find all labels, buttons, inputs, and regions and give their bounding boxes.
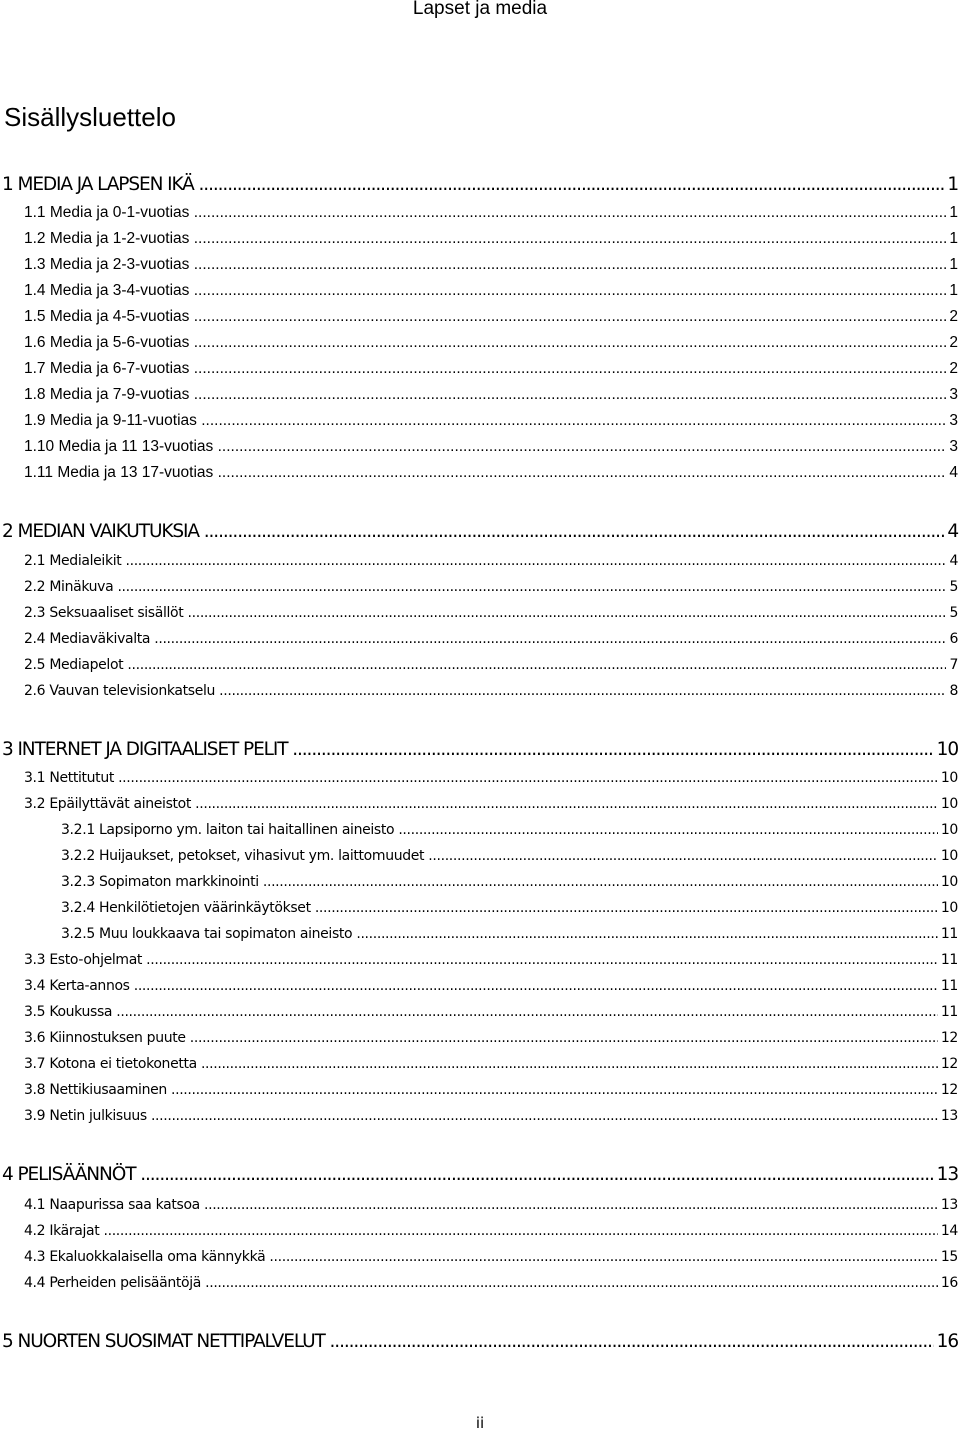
toc-section-entry[interactable] bbox=[0, 1245, 960, 1269]
toc-entry-page: 16 bbox=[938, 1271, 958, 1295]
toc-section-entry[interactable] bbox=[0, 627, 960, 651]
toc-entry-title: 3.2.3 Sopimaton markkinointi ..... bbox=[0, 870, 958, 894]
toc-entry-title: 5 NUORTEN SUOSIMAT NETTIPALVELUT ..... bbox=[0, 1330, 958, 1354]
toc-entry-page: 2 bbox=[946, 357, 958, 381]
toc-entry-title: 1.5 Media ja 4-5-vuotias ..... bbox=[0, 305, 958, 329]
toc-section-entry[interactable] bbox=[0, 201, 960, 225]
toc-entry-page: 5 bbox=[946, 601, 958, 625]
toc-entry-page: 2 bbox=[946, 331, 958, 355]
toc-entry-page: 10 bbox=[938, 766, 958, 790]
page-number: ii bbox=[475, 1414, 485, 1432]
toc-entry-title: 3.8 Nettikiusaaminen ..... bbox=[0, 1078, 958, 1102]
toc-entry-page: 4 bbox=[944, 520, 958, 544]
toc-entry-page: 13 bbox=[934, 1163, 958, 1187]
toc-section-entry[interactable] bbox=[0, 766, 960, 790]
toc-entry-page: 3 bbox=[946, 383, 958, 407]
toc-entry-title: 3.2.1 Lapsiporno ym. laiton tai haitallinen aineisto ..... bbox=[0, 818, 958, 842]
toc-entry-title: 1.7 Media ja 6-7-vuotias ..... bbox=[0, 357, 958, 381]
toc-section-entry[interactable] bbox=[0, 357, 960, 381]
toc-entry-title: 2.2 Minäkuva ..... bbox=[0, 575, 958, 599]
toc-section-entry[interactable] bbox=[0, 1078, 960, 1102]
toc-entry-page: 11 bbox=[938, 1000, 958, 1024]
toc-entry-page: 11 bbox=[938, 922, 958, 946]
toc-entry-title: 3.2.2 Huijaukset, petokset, vihasivut ym. laittomuudet ..... bbox=[0, 844, 958, 868]
toc-entry-page: 1 bbox=[946, 253, 958, 277]
toc-entry-title: 4.4 Perheiden pelisääntöjä ..... bbox=[0, 1271, 958, 1295]
toc-section-entry[interactable] bbox=[0, 435, 960, 459]
toc-entry-title: 2.1 Medialeikit ..... bbox=[0, 549, 958, 573]
toc-chapter-entry[interactable] bbox=[0, 173, 960, 197]
toc-chapter-entry[interactable] bbox=[0, 738, 960, 762]
toc-entry-page: 10 bbox=[938, 844, 958, 868]
toc-chapter-entry[interactable] bbox=[0, 1330, 960, 1354]
toc-entry-page: 6 bbox=[946, 627, 958, 651]
toc-entry-page: 12 bbox=[938, 1026, 958, 1050]
toc-entry-page: 13 bbox=[938, 1104, 958, 1128]
toc-entry-page: 16 bbox=[934, 1330, 958, 1354]
toc-entry-title: 1.9 Media ja 9-11-vuotias ..... bbox=[0, 409, 958, 433]
toc-entry-title: 3.1 Nettitutut ..... bbox=[0, 766, 958, 790]
toc-section-entry[interactable] bbox=[0, 1000, 960, 1024]
toc-section-entry[interactable] bbox=[0, 383, 960, 407]
toc-subsubsection-entry[interactable] bbox=[0, 818, 960, 842]
toc-entry-page: 11 bbox=[938, 948, 958, 972]
toc-section-entry[interactable] bbox=[0, 575, 960, 599]
toc-entry-title: 4.1 Naapurissa saa katsoa ..... bbox=[0, 1193, 958, 1217]
toc-entry-page: 1 bbox=[946, 201, 958, 225]
toc-section-entry[interactable] bbox=[0, 948, 960, 972]
toc-entry-title: 1.4 Media ja 3-4-vuotias ..... bbox=[0, 279, 958, 303]
toc-entry-title: 1.2 Media ja 1-2-vuotias ..... bbox=[0, 227, 958, 251]
toc-title: Sisällysluettelo bbox=[4, 102, 176, 132]
toc-entry-page: 10 bbox=[938, 896, 958, 920]
toc-section-entry[interactable] bbox=[0, 1219, 960, 1243]
toc-entry-page: 10 bbox=[938, 818, 958, 842]
toc-entry-title: 1.1 Media ja 0-1-vuotias ..... bbox=[0, 201, 958, 225]
toc-entry-title: 1.6 Media ja 5-6-vuotias ..... bbox=[0, 331, 958, 355]
toc-entry-page: 2 bbox=[946, 305, 958, 329]
toc-entry-title: 2.6 Vauvan televisionkatselu ..... bbox=[0, 679, 958, 703]
toc-subsubsection-entry[interactable] bbox=[0, 844, 960, 868]
toc-entry-page: 10 bbox=[938, 870, 958, 894]
toc-entry-page: 3 bbox=[946, 435, 958, 459]
toc-section-entry[interactable] bbox=[0, 1026, 960, 1050]
toc-entry-title: 3 INTERNET JA DIGITAALISET PELIT ..... bbox=[0, 738, 958, 762]
toc-section-entry[interactable] bbox=[0, 974, 960, 998]
toc-entry-page: 12 bbox=[938, 1052, 958, 1076]
toc-entry-page: 3 bbox=[946, 409, 958, 433]
toc-entry-title: 3.2.4 Henkilötietojen väärinkäytökset ..... bbox=[0, 896, 958, 920]
toc-entry-page: 1 bbox=[946, 279, 958, 303]
toc-entry-page: 10 bbox=[934, 738, 958, 762]
toc-section-entry[interactable] bbox=[0, 1104, 960, 1128]
toc-entry-page: 8 bbox=[946, 679, 958, 703]
toc-subsubsection-entry[interactable] bbox=[0, 896, 960, 920]
toc-entry-page: 13 bbox=[938, 1193, 958, 1217]
toc-chapter-entry[interactable] bbox=[0, 1163, 960, 1187]
toc-entry-page: 12 bbox=[938, 1078, 958, 1102]
toc-entry-page: 5 bbox=[946, 575, 958, 599]
toc-section-entry[interactable] bbox=[0, 792, 960, 816]
toc-subsubsection-entry[interactable] bbox=[0, 870, 960, 894]
toc-section-entry[interactable] bbox=[0, 305, 960, 329]
toc-section-entry[interactable] bbox=[0, 279, 960, 303]
toc-entry-title: 1.11 Media ja 13 17-vuotias ..... bbox=[0, 461, 958, 485]
toc-entry-title: 1.10 Media ja 11 13-vuotias ..... bbox=[0, 435, 958, 459]
toc-entry-page: 1 bbox=[946, 227, 958, 251]
toc-entry-page: 7 bbox=[946, 653, 958, 677]
toc-entry-title: 3.4 Kerta-annos ..... bbox=[0, 974, 958, 998]
toc-entry-title: 3.5 Koukussa ..... bbox=[0, 1000, 958, 1024]
toc-entry-title: 4.2 Ikärajat ..... bbox=[0, 1219, 958, 1243]
running-header: Lapset ja media bbox=[412, 0, 548, 19]
toc-entry-title: 2.5 Mediapelot ..... bbox=[0, 653, 958, 677]
toc-entry-title: 1.8 Media ja 7-9-vuotias ..... bbox=[0, 383, 958, 407]
toc-entry-page: 10 bbox=[938, 792, 958, 816]
toc-section-entry[interactable] bbox=[0, 1271, 960, 1295]
toc-section-entry[interactable] bbox=[0, 653, 960, 677]
toc-entry-title: 1.3 Media ja 2-3-vuotias ..... bbox=[0, 253, 958, 277]
toc-chapter-entry[interactable] bbox=[0, 520, 960, 544]
toc-entry-title: 4.3 Ekaluokkalaisella oma kännykkä ..... bbox=[0, 1245, 958, 1269]
toc-entry-page: 15 bbox=[938, 1245, 958, 1269]
toc-entry-page: 14 bbox=[938, 1219, 958, 1243]
toc-entry-title: 3.6 Kiinnostuksen puute ..... bbox=[0, 1026, 958, 1050]
toc-entry-title: 2 MEDIAN VAIKUTUKSIA ..... bbox=[0, 520, 958, 544]
toc-section-entry[interactable] bbox=[0, 331, 960, 355]
toc-entry-title: 2.3 Seksuaaliset sisällöt ..... bbox=[0, 601, 958, 625]
toc-entry-title: 3.7 Kotona ei tietokonetta ..... bbox=[0, 1052, 958, 1076]
toc-section-entry[interactable] bbox=[0, 461, 960, 485]
toc-section-entry[interactable] bbox=[0, 1052, 960, 1076]
toc-section-entry[interactable] bbox=[0, 601, 960, 625]
toc-subsubsection-entry[interactable] bbox=[0, 922, 960, 946]
toc-entry-title: 3.3 Esto-ohjelmat ..... bbox=[0, 948, 958, 972]
toc-entry-title: 3.9 Netin julkisuus ..... bbox=[0, 1104, 958, 1128]
toc-section-entry[interactable] bbox=[0, 227, 960, 251]
toc-entry-page: 1 bbox=[944, 173, 958, 197]
toc-entry-title: 1 MEDIA JA LAPSEN IKÄ ..... bbox=[0, 173, 958, 197]
toc-entry-title: 2.4 Mediaväkivalta ..... bbox=[0, 627, 958, 651]
toc-entry-title: 3.2.5 Muu loukkaava tai sopimaton aineisto ..... bbox=[0, 922, 958, 946]
toc-section-entry[interactable] bbox=[0, 1193, 960, 1217]
toc-section-entry[interactable] bbox=[0, 549, 960, 573]
toc-entry-title: 4 PELISÄÄNNÖT ..... bbox=[0, 1163, 958, 1187]
toc-section-entry[interactable] bbox=[0, 409, 960, 433]
toc-entry-title: 3.2 Epäilyttävät aineistot ..... bbox=[0, 792, 958, 816]
toc-entry-page: 4 bbox=[946, 549, 958, 573]
toc-section-entry[interactable] bbox=[0, 253, 960, 277]
toc-entry-page: 11 bbox=[938, 974, 958, 998]
toc-entry-page: 4 bbox=[946, 461, 958, 485]
toc-section-entry[interactable] bbox=[0, 679, 960, 703]
